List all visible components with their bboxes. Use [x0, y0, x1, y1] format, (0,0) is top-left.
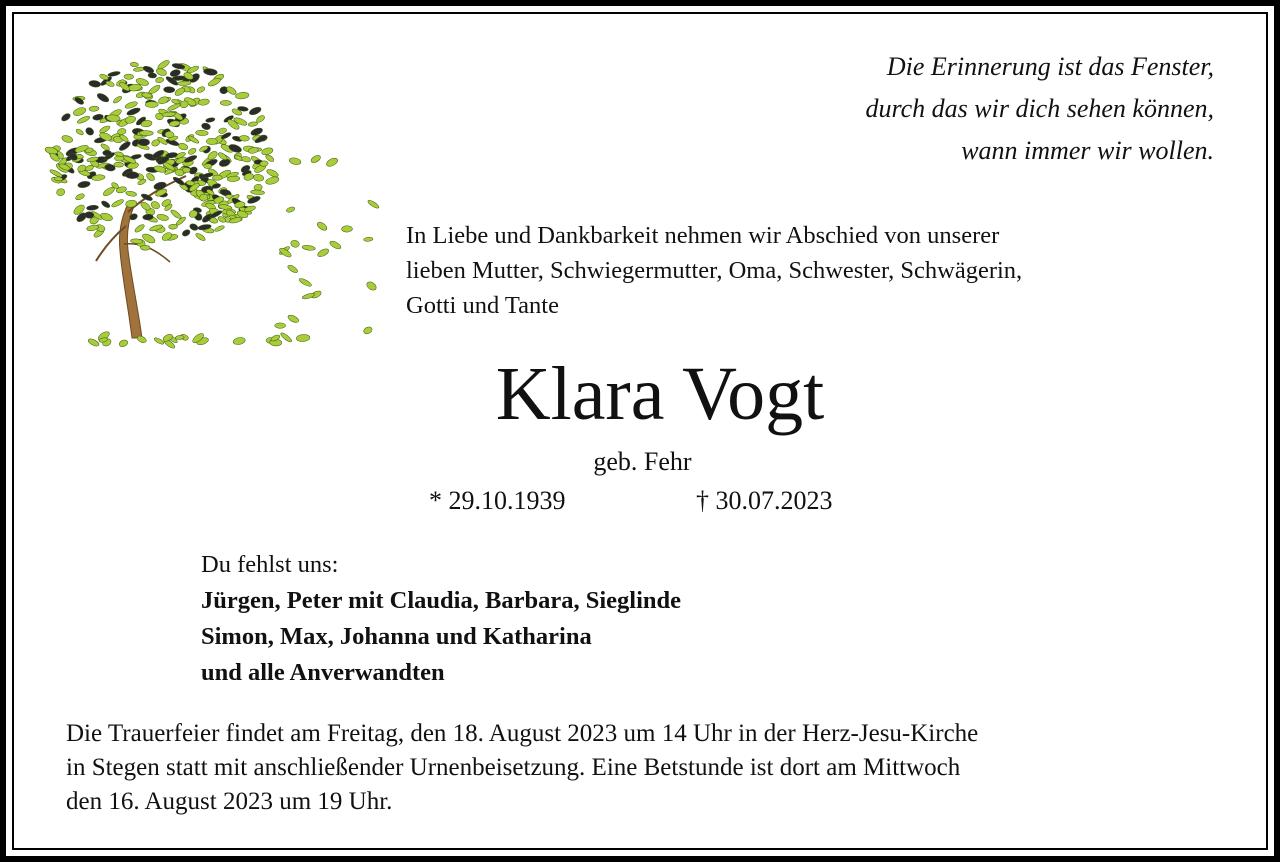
farewell-line: In Liebe und Dankbarkeit nehmen wir Abschied von unserer: [406, 222, 1000, 249]
ceremony-line: in Stegen statt mit anschließender Urnenbeisetzung. Eine Betstunde ist dort am Mittwoch: [66, 754, 961, 781]
leaf-shape: [196, 86, 206, 94]
leaf-shape: [125, 191, 137, 197]
leaf-shape: [203, 68, 217, 76]
quote-line: wann immer wir wollen.: [961, 136, 1214, 165]
leaf-shape: [105, 80, 115, 88]
leaf-shape: [138, 138, 150, 145]
leaf-shape: [89, 80, 102, 88]
leaf-shape: [290, 240, 300, 249]
quote-line: Die Erinnerung ist das Fenster,: [886, 52, 1214, 81]
leaf-shape: [143, 214, 154, 220]
leaf-shape: [248, 106, 262, 117]
leaf-shape: [287, 314, 300, 324]
farewell-text: [406, 218, 1246, 323]
leaf-shape: [75, 193, 86, 202]
mourners-list: [201, 547, 681, 691]
leaf-shape: [202, 172, 214, 178]
leaf-shape: [178, 142, 189, 151]
leaf-shape: [250, 190, 264, 195]
leaf-shape: [181, 228, 191, 237]
leaf-shape: [205, 117, 215, 123]
leaf-shape: [289, 157, 302, 166]
leaf-shape: [206, 138, 217, 144]
leaf-shape: [145, 172, 156, 182]
leaf-shape: [134, 223, 146, 233]
leaf-shape: [212, 175, 222, 180]
leaf-shape: [189, 223, 199, 232]
leaf-shape: [241, 156, 251, 163]
leaf-shape: [60, 112, 71, 122]
leaf-shape: [156, 213, 169, 221]
leaf-shape: [201, 122, 211, 130]
leaf-shape: [220, 100, 231, 105]
leaf-shape: [204, 163, 212, 168]
leaf-shape: [139, 130, 153, 135]
leaf-shape: [195, 130, 208, 136]
leaf-shape: [89, 106, 99, 112]
leaf-shape: [298, 277, 312, 288]
leaf-shape: [130, 62, 139, 67]
leaf-shape: [302, 292, 315, 300]
leaf-shape: [365, 280, 378, 292]
leaf-shape: [363, 326, 374, 336]
leaf-shape: [103, 150, 112, 156]
leaf-shape: [155, 77, 164, 83]
leaf-shape: [100, 143, 111, 152]
leaf-shape: [75, 128, 84, 136]
leaf-shape: [85, 212, 95, 219]
leaf-shape: [102, 186, 116, 198]
leaf-shape: [107, 71, 120, 78]
death-date: † 30.07.2023: [696, 486, 833, 515]
leaf-shape: [316, 247, 329, 258]
leaf-shape: [316, 221, 328, 232]
leaf-shape: [329, 240, 342, 251]
leaf-shape: [286, 206, 296, 213]
leaf-shape: [84, 126, 95, 137]
leaf-shape: [72, 106, 87, 117]
leaf-shape: [218, 127, 227, 134]
leaf-shape: [117, 128, 127, 136]
farewell-line: Gotti und Tante: [406, 292, 559, 319]
leaf-shape: [77, 180, 90, 188]
mourners-line: Jürgen, Peter mit Claudia, Barbara, Sieglinde: [201, 587, 681, 614]
leaf-shape: [296, 334, 310, 342]
ceremony-line: Die Trauerfeier findet am Freitag, den 18. August 2023 um 14 Uhr in der Herz-Jesu-Kirche: [66, 720, 979, 747]
leaf-shape: [287, 264, 299, 274]
mourners-line: und alle Anverwandten: [201, 659, 445, 686]
leaf-shape: [112, 95, 122, 104]
leaf-shape: [157, 59, 171, 71]
leaf-shape: [261, 147, 274, 156]
leaf-shape: [145, 101, 158, 107]
leaf-shape: [177, 81, 191, 86]
ceremony-line: den 16. August 2023 um 19 Uhr.: [66, 788, 393, 815]
leaf-shape: [96, 92, 110, 104]
mourners-line: Simon, Max, Johanna und Katharina: [201, 623, 592, 650]
leaf-shape: [248, 121, 258, 126]
leaf-shape: [61, 134, 74, 144]
leaf-shape: [275, 323, 286, 328]
leaf-shape: [76, 115, 90, 125]
leaf-shape: [235, 92, 249, 100]
leaf-shape: [100, 200, 111, 209]
birth-date: * 29.10.1939: [429, 486, 566, 515]
leaf-shape: [148, 72, 157, 78]
leaf-shape: [225, 85, 237, 96]
leaf-shape: [163, 86, 174, 93]
leaf-shape: [325, 156, 339, 168]
memorial-quote: [654, 46, 1214, 172]
leaf-shape: [165, 131, 174, 138]
farewell-line: lieben Mutter, Schwiegermutter, Oma, Schwester, Schwägerin,: [406, 257, 1023, 284]
leaf-shape: [124, 74, 134, 80]
windblown-tree-icon: [36, 36, 396, 356]
quote-line: durch das wir dich sehen können,: [865, 94, 1214, 123]
leaf-shape: [302, 245, 316, 251]
ceremony-info: [66, 717, 1236, 819]
leaf-shape: [114, 162, 124, 167]
leaf-shape: [214, 225, 225, 233]
mourners-heading: Du fehlst uns:: [201, 551, 339, 578]
leaf-shape: [199, 194, 208, 202]
leaf-shape: [342, 226, 353, 233]
leaf-shape: [266, 168, 280, 178]
leaf-shape: [125, 172, 139, 179]
deceased-name: Klara Vogt: [495, 352, 825, 436]
leaf-shape: [161, 231, 173, 242]
leaf-shape: [86, 205, 98, 211]
leaf-shape: [310, 154, 322, 164]
leaf-shape: [195, 232, 207, 242]
leaf-shape: [56, 188, 66, 197]
birth-name: geb. Fehr: [593, 447, 692, 476]
leaf-shape: [170, 209, 183, 220]
leaf-shape: [140, 245, 150, 250]
leaf-shape: [253, 174, 264, 182]
leaf-shape: [363, 237, 373, 242]
leaf-shape: [265, 176, 280, 186]
leaf-shape: [111, 198, 125, 208]
leaf-shape: [367, 199, 380, 210]
leaf-shape: [187, 147, 197, 156]
